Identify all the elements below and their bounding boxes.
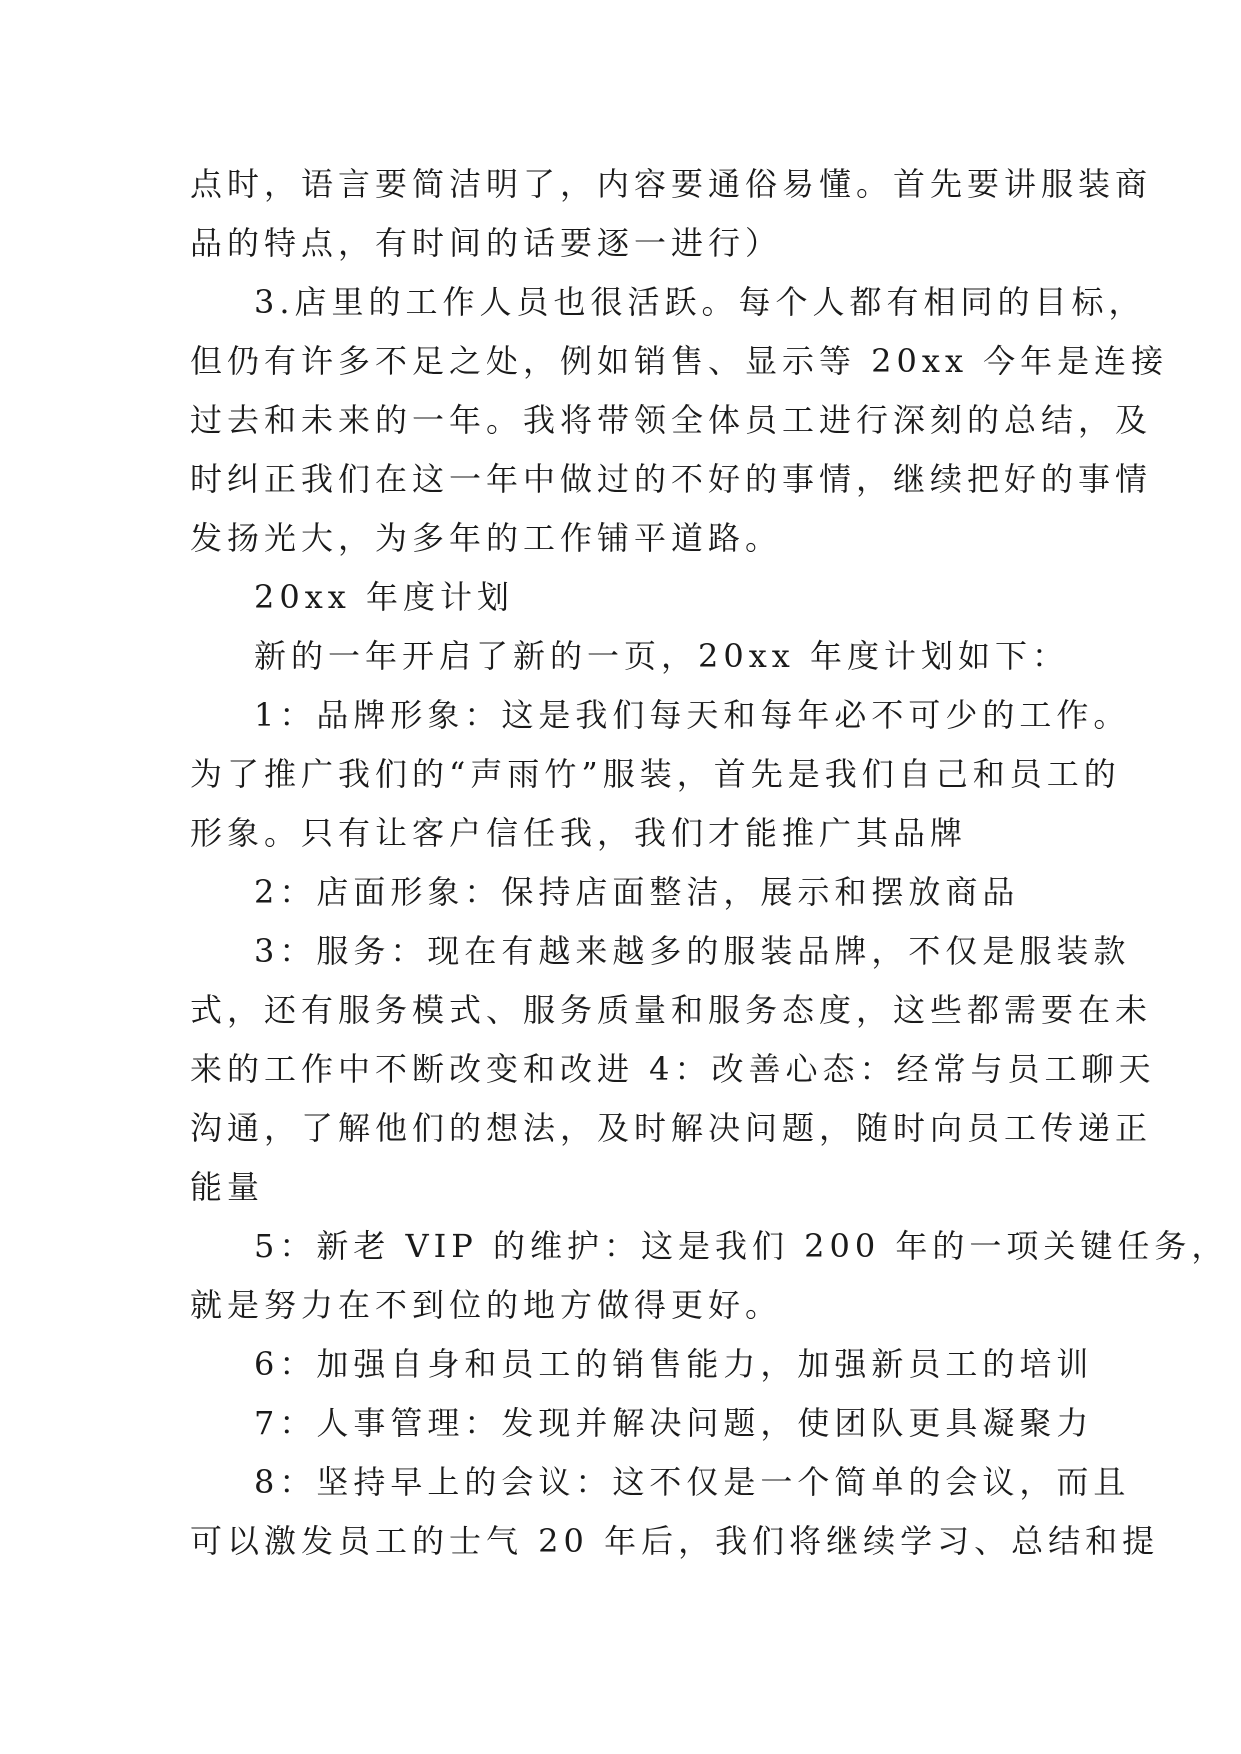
list-item: 6：加强自身和员工的销售能力，加强新员工的培训 [254,1345,1094,1383]
text-line: 过去和未来的一年。我将带领全体员工进行深刻的总结，及 [190,401,1153,439]
text-line: 新的一年开启了新的一页，20xx 年度计划如下： [254,637,1069,675]
text-line: 能量 [190,1168,265,1206]
section-heading: 20xx 年度计划 [254,578,514,616]
text-line: 式，还有服务模式、服务质量和服务态度，这些都需要在未 [190,991,1153,1029]
text-line: 点时，语言要简洁明了，内容要通俗易懂。首先要讲服装商 [190,165,1153,203]
text-line: 可以激发员工的士气 20 年后，我们将继续学习、总结和提 [190,1522,1160,1560]
text-line: 为了推广我们的“声雨竹”服装，首先是我们自己和员工的 [190,755,1121,793]
text-line: 时纠正我们在这一年中做过的不好的事情，继续把好的事情 [190,460,1153,498]
text-line: 形象。只有让客户信任我，我们才能推广其品牌 [190,814,968,852]
text-line: 但仍有许多不足之处，例如销售、显示等 20xx 今年是连接 [190,342,1169,380]
document-body [190,155,1229,1571]
list-item: 8：坚持早上的会议：这不仅是一个简单的会议，而且 [254,1463,1131,1501]
list-item: 3：服务：现在有越来越多的服装品牌，不仅是服装款 [254,932,1131,970]
list-item: 2：店面形象：保持店面整洁，展示和摆放商品 [254,873,1020,911]
text-line: 沟通，了解他们的想法，及时解决问题，随时向员工传递正 [190,1109,1153,1147]
text-line: 品的特点，有时间的话要逐一进行） [190,224,783,262]
text-line: 3.店里的工作人员也很活跃。每个人都有相同的目标， [254,283,1146,321]
list-item: 1：品牌形象：这是我们每天和每年必不可少的工作。 [254,696,1131,734]
text-line: 就是努力在不到位的地方做得更好。 [190,1286,783,1324]
list-item: 5：新老 VIP 的维护：这是我们 200 年的一项关键任务， [254,1227,1229,1265]
text-line: 发扬光大，为多年的工作铺平道路。 [190,519,783,557]
list-item: 7：人事管理：发现并解决问题，使团队更具凝聚力 [254,1404,1094,1442]
text-line: 来的工作中不断改变和改进 4：改善心态：经常与员工聊天 [190,1050,1156,1088]
